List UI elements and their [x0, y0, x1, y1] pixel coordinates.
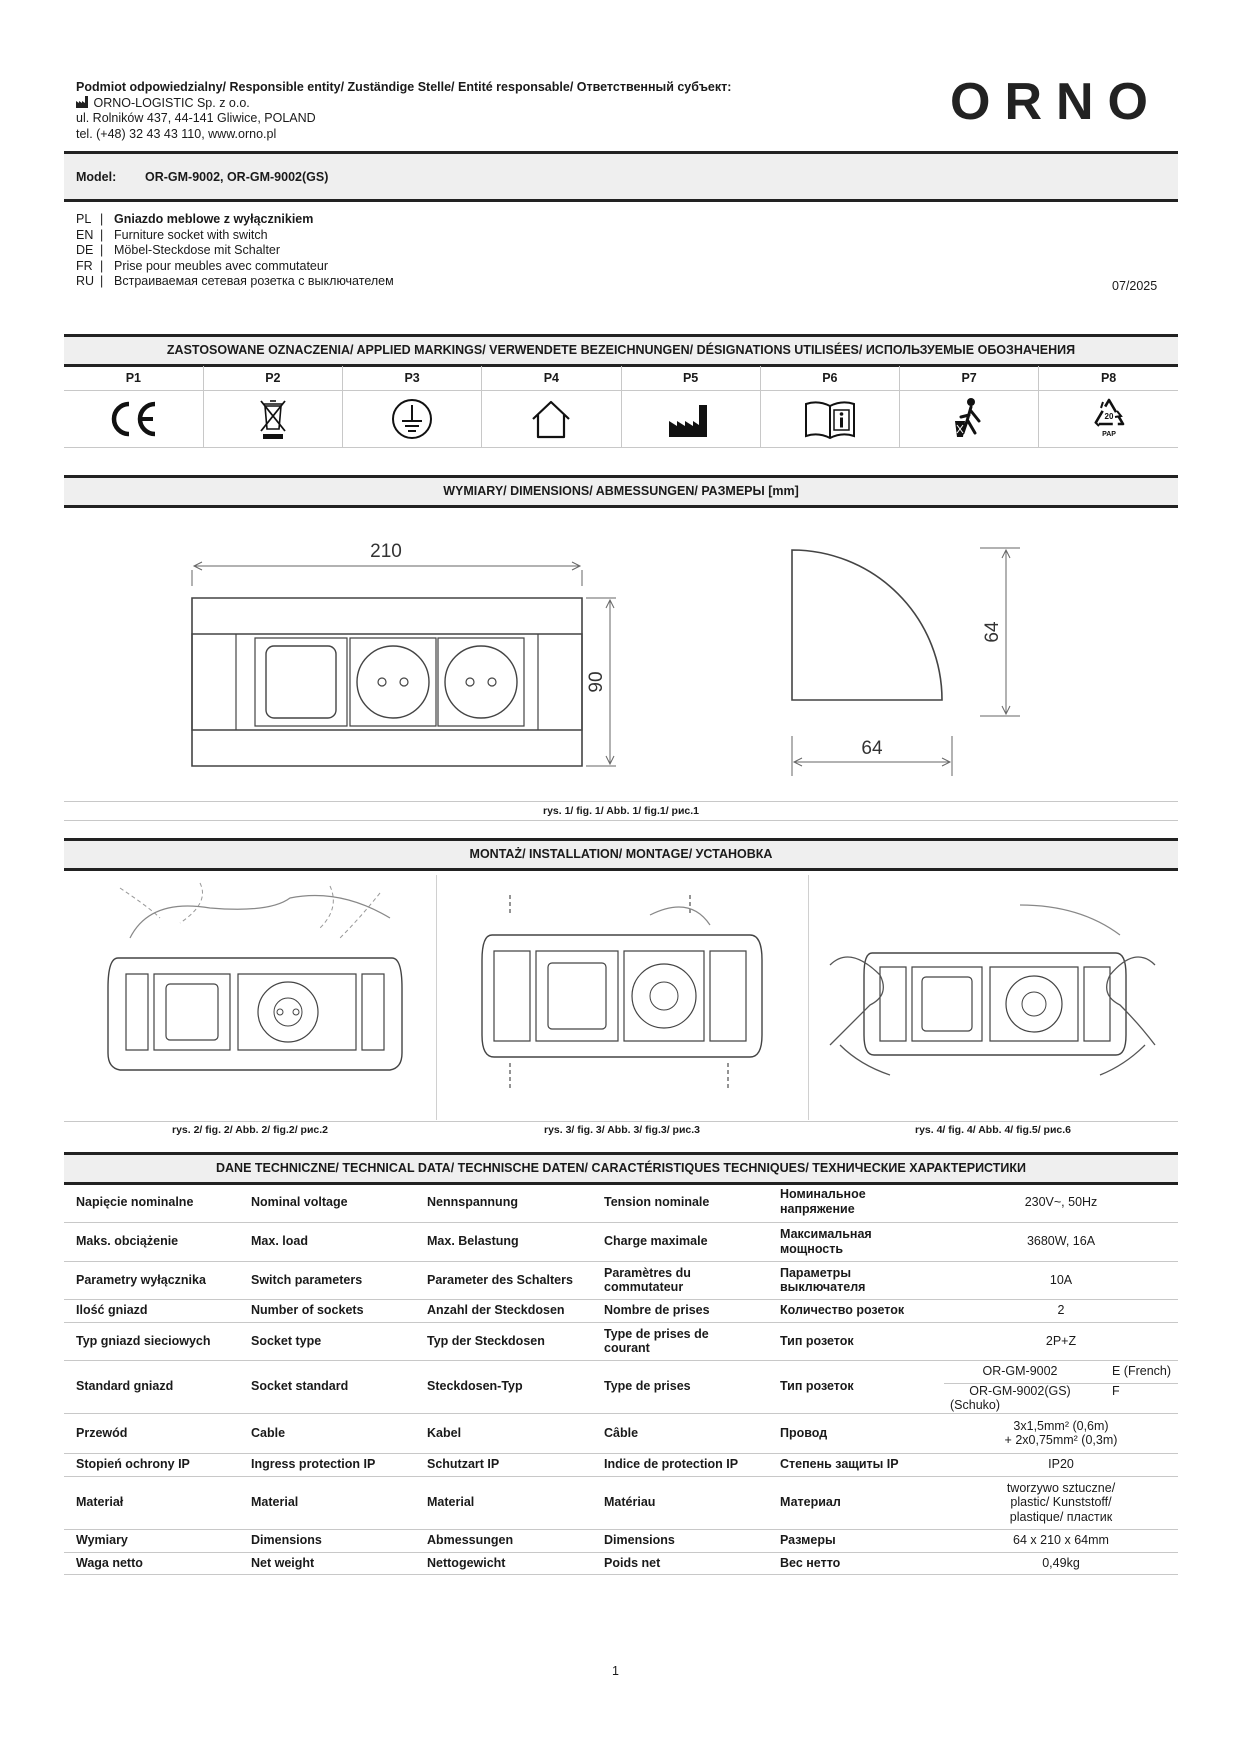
cell-value [944, 1383, 1178, 1413]
responsible-entity-block [76, 80, 896, 142]
ce-mark-icon [105, 399, 161, 439]
house-icon [529, 397, 573, 441]
cell-fr: Poids net [592, 1552, 768, 1574]
lang-code: PL [76, 212, 92, 226]
cell-value: 0,49kg [944, 1552, 1178, 1574]
figure-4-caption: rys. 4/ fig. 4/ Abb. 4/ fig.5/ рис.6 [914, 1124, 1072, 1136]
side-profile [792, 550, 942, 700]
socket-standard: E (French) [1112, 1364, 1172, 1379]
cell-ru: Параметры выключателя [768, 1261, 944, 1299]
socket-icon [445, 646, 517, 718]
figure-1-caption: rys. 1/ fig. 1/ Abb. 1/ fig.1/ рис.1 [542, 805, 700, 817]
dim-width-label: 210 [370, 541, 402, 562]
table-row [64, 1453, 1178, 1476]
socket-frame-2 [438, 638, 524, 726]
model-bar [64, 154, 1178, 202]
orno-logo [940, 74, 1172, 128]
material-line-1: tworzywo sztuczne/ [1006, 1480, 1116, 1495]
cell-de: Kabel [415, 1413, 592, 1453]
cell-de: Nettogewicht [415, 1552, 592, 1574]
socket-standard: F (Schuko) [950, 1383, 1120, 1412]
cell-pl: Przewód [64, 1413, 239, 1453]
cell-en: Socket type [239, 1322, 415, 1360]
ground-icon [390, 397, 434, 441]
logo-text: ORNO [950, 74, 1162, 128]
socket-model: OR-GM-9002 [982, 1364, 1058, 1379]
recycle-code: PAP [1101, 431, 1116, 438]
socket-frame-1 [350, 638, 436, 726]
cell-pl: Maks. obciążenie [64, 1222, 239, 1261]
manual-info-icon [802, 398, 858, 440]
lang-separator: | [100, 212, 104, 226]
cell-ru: Материал [768, 1476, 944, 1529]
lang-code: FR [76, 258, 93, 273]
cell-pl: Ilość gniazd [64, 1299, 239, 1322]
table-row [64, 1413, 1178, 1453]
cell-fr: Charge maximale [592, 1222, 768, 1261]
dimensions-title: WYMIARY/ DIMENSIONS/ ABMESSUNGEN/ РАЗМЕРЫ [mm] [64, 475, 1178, 508]
cell-fr: Matériau [592, 1476, 768, 1529]
marking-label: P4 [482, 366, 621, 391]
cell-fr: Nombre de prises [592, 1299, 768, 1322]
cell-value [944, 1413, 1178, 1453]
company-contact: tel. (+48) 32 43 43 110, www.orno.pl [76, 126, 277, 141]
cell-fr: Dimensions [592, 1529, 768, 1552]
table-row [64, 1222, 1178, 1261]
cell-de: Parameter des Schalters [415, 1261, 592, 1299]
caption-rule [64, 820, 1178, 821]
markings-title: ZASTOSOWANE OZNACZENIA/ APPLIED MARKINGS/ VERWENDETE BEZEICHNUNGEN/ DÉSIGNATIONS UTILISÉES/ ИСПОЛЬЗУЕМЫЕ ОБОЗНАЧЕНИЯ [64, 334, 1178, 367]
cell-pl: Materiał [64, 1476, 239, 1529]
installation-figure-2 [90, 878, 420, 1108]
figure-3-caption: rys. 3/ fig. 3/ Abb. 3/ fig.3/ рис.3 [543, 1124, 701, 1136]
factory-icon [667, 399, 715, 439]
cell-value: 64 x 210 x 64mm [944, 1529, 1178, 1552]
cell-value: IP20 [944, 1453, 1178, 1476]
lang-row-ru [76, 274, 394, 290]
cell-de: Max. Belastung [415, 1222, 592, 1261]
figure-divider [808, 875, 809, 1120]
cell-fr: Câble [592, 1413, 768, 1453]
marking-label: P2 [203, 366, 342, 391]
cell-ru: Количество розеток [768, 1299, 944, 1322]
recycle-number: 20 [1104, 412, 1114, 421]
technical-data-table [64, 1182, 1178, 1575]
cell-en: Dimensions [239, 1529, 415, 1552]
socket-icon [357, 646, 429, 718]
cell-ru: Максимальная мощность [768, 1222, 944, 1261]
marking-label: P1 [64, 366, 203, 391]
lang-code: EN [76, 227, 94, 242]
cell-ru: Номинальное напряжение [768, 1182, 944, 1222]
markings-table [64, 366, 1178, 448]
marking-label: P6 [760, 366, 899, 391]
cell-ru: Размеры [768, 1529, 944, 1552]
page-number: 1 [612, 1664, 619, 1678]
recycle-pap-icon [1085, 396, 1133, 442]
dim-side-height-label: 64 [982, 621, 1003, 643]
marking-label: P8 [1039, 366, 1178, 391]
cell-fr: Tension nominale [592, 1182, 768, 1222]
marking-label: P7 [900, 366, 1039, 391]
lang-row-fr [76, 259, 394, 275]
cell-ru: Вес нетто [768, 1552, 944, 1574]
figure-divider [436, 875, 437, 1120]
cell-en: Switch parameters [239, 1261, 415, 1299]
switch-frame [255, 638, 347, 726]
lang-text: Prise pour meubles avec commutateur [114, 258, 328, 273]
installation-figure-4 [820, 895, 1165, 1105]
marking-label: P3 [343, 366, 482, 391]
lang-text: Furniture socket with switch [114, 227, 268, 242]
model-label: Model: [76, 170, 117, 184]
table-row [64, 1552, 1178, 1574]
figure-2-caption: rys. 2/ fig. 2/ Abb. 2/ fig.2/ рис.2 [171, 1124, 329, 1136]
table-row [64, 1182, 1178, 1222]
lang-separator: | [100, 258, 104, 273]
front-view-drawing [170, 530, 630, 780]
technical-title: DANE TECHNICZNE/ TECHNICAL DATA/ TECHNISCHE DATEN/ CARACTÉRISTIQUES TECHNIQUES/ ТЕХНИЧЕСКИЕ ХАРАКТЕРИСТИКИ [64, 1152, 1178, 1185]
cell-en: Cable [239, 1413, 415, 1453]
cell-en: Ingress protection IP [239, 1453, 415, 1476]
responsible-label: Podmiot odpowiedzialny/ Responsible entity/ Zuständige Stelle/ Entité responsable/ Ответственный субъект: [76, 80, 732, 94]
cell-en: Max. load [239, 1222, 415, 1261]
socket-model: OR-GM-9002(GS) [969, 1383, 1071, 1398]
cell-value: 10A [944, 1261, 1178, 1299]
lang-row-pl [76, 212, 394, 228]
company-name: ORNO-LOGISTIC Sp. z o.o. [93, 95, 250, 110]
installation-title: MONTAŻ/ INSTALLATION/ MONTAGE/ УСТАНОВКА [64, 838, 1178, 871]
lang-row-de [76, 243, 394, 259]
cell-value [944, 1360, 1178, 1383]
lang-text: Встраиваемая сетевая розетка с выключателем [114, 274, 394, 288]
manufacturer-icon [76, 96, 90, 108]
cell-de: Nennspannung [415, 1182, 592, 1222]
cell-pl: Typ gniazd sieciowych [64, 1322, 239, 1360]
crossed-bin-icon [257, 397, 289, 441]
cell-value: 3680W, 16A [944, 1222, 1178, 1261]
cell-ru: Провод [768, 1413, 944, 1453]
installation-figure-3 [470, 885, 780, 1105]
cell-value: 230V~, 50Hz [944, 1182, 1178, 1222]
tidyman-icon [949, 397, 989, 441]
table-row [64, 1529, 1178, 1552]
table-row [64, 1360, 1178, 1383]
lang-separator: | [100, 227, 104, 242]
cell-en: Number of sockets [239, 1299, 415, 1322]
side-view-drawing [780, 540, 1040, 780]
cable-line-2: + 2x0,75mm² (0,3m) [1004, 1433, 1118, 1447]
product-names [76, 212, 394, 290]
cell-ru: Тип розеток [768, 1360, 944, 1413]
model-value: OR-GM-9002, OR-GM-9002(GS) [145, 170, 329, 184]
cell-value [944, 1476, 1178, 1529]
cell-fr: Indice de protection IP [592, 1453, 768, 1476]
cell-pl: Stopień ochrony IP [64, 1453, 239, 1476]
cell-de: Abmessungen [415, 1529, 592, 1552]
cell-pl: Waga netto [64, 1552, 239, 1574]
table-row [64, 1299, 1178, 1322]
cell-de: Typ der Steckdosen [415, 1322, 592, 1360]
cell-value: 2 [944, 1299, 1178, 1322]
cell-ru: Тип розеток [768, 1322, 944, 1360]
dim-height-label: 90 [586, 671, 607, 693]
material-line-2: plastic/ Kunststoff/ [1010, 1495, 1112, 1510]
cell-de: Anzahl der Steckdosen [415, 1299, 592, 1322]
lang-separator: | [100, 274, 104, 288]
table-row [64, 1261, 1178, 1299]
switch-icon [266, 646, 336, 718]
cell-pl: Standard gniazd [64, 1360, 239, 1413]
table-row [64, 1476, 1178, 1529]
lang-row-en [76, 228, 394, 244]
cell-pl: Wymiary [64, 1529, 239, 1552]
cell-en: Net weight [239, 1552, 415, 1574]
cell-pl: Napięcie nominalne [64, 1182, 239, 1222]
lang-text: Gniazdo meblowe z wyłącznikiem [114, 212, 314, 226]
lang-code: DE [76, 243, 94, 257]
lang-separator: | [100, 243, 104, 257]
cell-value: 2P+Z [944, 1322, 1178, 1360]
caption-rule [64, 1121, 1178, 1122]
cell-de: Material [415, 1476, 592, 1529]
cable-line-1: 3x1,5mm² (0,6m) [1013, 1418, 1109, 1433]
material-line-3: plastique/ пластик [1009, 1509, 1113, 1524]
dim-side-width-label: 64 [861, 738, 883, 759]
company-address: ul. Rolników 437, 44-141 Gliwice, POLAND [76, 111, 316, 125]
lang-text: Möbel-Steckdose mit Schalter [114, 243, 281, 257]
cell-en: Material [239, 1476, 415, 1529]
caption-rule [64, 801, 1178, 802]
cell-fr: Type de prises [592, 1360, 768, 1413]
cell-pl: Parametry wyłącznika [64, 1261, 239, 1299]
company-line [76, 96, 896, 112]
cell-de: Steckdosen-Typ [415, 1360, 592, 1413]
cell-en: Socket standard [239, 1360, 415, 1413]
cell-de: Schutzart IP [415, 1453, 592, 1476]
lang-code: RU [76, 274, 95, 288]
marking-label: P5 [621, 366, 760, 391]
cell-en: Nominal voltage [239, 1182, 415, 1222]
document-date: 07/2025 [1112, 279, 1158, 293]
table-row [64, 1322, 1178, 1360]
cell-ru: Степень защиты IP [768, 1453, 944, 1476]
cell-fr: Type de prises de courant [592, 1322, 768, 1360]
cell-fr: Paramètres du commutateur [592, 1261, 768, 1299]
